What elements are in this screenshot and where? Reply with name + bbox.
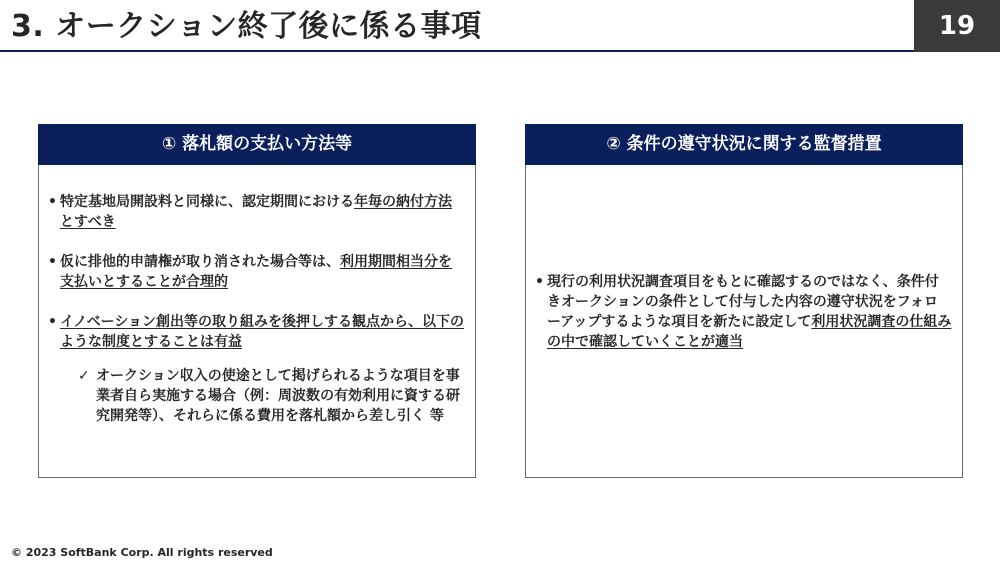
bullet-text-underlined: 年毎の納付方法とすべき — [60, 194, 452, 230]
bullet-marker: • — [48, 254, 57, 270]
bullet-text: 現行の利用状況調査項目をもとに確認するのではなく、条件付きオークションの条件として付与した内容の遵守状況をフォローアップするような項目を新たに設定して — [547, 274, 939, 330]
bullet-text: 特定基地局開設料と同様に、認定期間における — [60, 194, 354, 210]
left-panel-title: ① 落札額の支払い方法等 — [38, 124, 476, 165]
check-icon: ✓ — [78, 368, 90, 384]
check-text: オークション収入の使途として掲げられるような項目を事業者自ら実施する場合（例：周波数の有効利用に資する研究開発等）、それらに係る費用を落札額から差し引く 等 — [96, 368, 460, 424]
title-divider — [0, 50, 1000, 52]
copyright-footer: © 2023 SoftBank Corp. All rights reserved — [11, 546, 273, 559]
page-number: 19 — [914, 0, 1000, 52]
bullet-text-underlined: イノベーション創出等の取り組みを後押しする観点から、以下のような制度とすることは有益 — [60, 314, 465, 350]
bullet-item — [535, 272, 952, 352]
page-title: 3. オークション終了後に係る事項 — [11, 9, 482, 44]
bullet-marker: • — [48, 314, 57, 330]
bullet-item — [48, 192, 465, 232]
right-panel — [525, 124, 963, 478]
left-panel-content — [48, 192, 465, 426]
right-panel-content — [535, 272, 952, 372]
right-panel-title: ② 条件の遵守状況に関する監督措置 — [525, 124, 963, 165]
bullet-marker: • — [535, 274, 544, 290]
left-panel — [38, 124, 476, 478]
bullet-text-underlined: 利用期間相当分を支払いとすることが合理的 — [60, 254, 452, 290]
bullet-item — [48, 252, 465, 292]
check-item — [48, 366, 465, 426]
bullet-item — [48, 312, 465, 352]
bullet-marker: • — [48, 194, 57, 210]
bullet-text: 仮に排他的申請権が取り消された場合等は、 — [60, 254, 340, 270]
bullet-text-underlined: 利用状況調査の仕組みの中で確認していくことが適当 — [547, 314, 952, 350]
